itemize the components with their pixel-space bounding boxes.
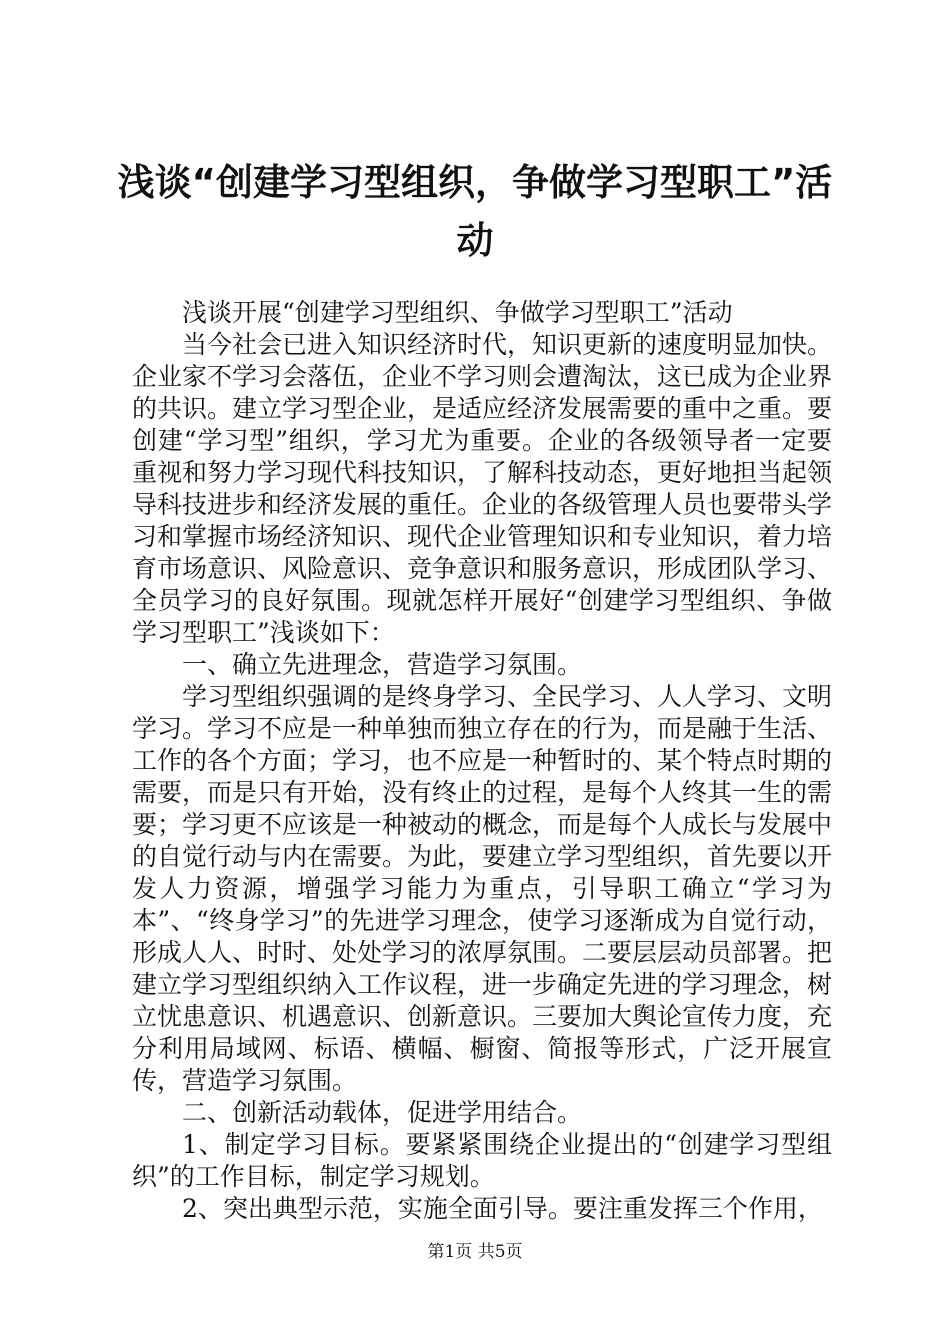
paragraph-intro: 当今社会已进入知识经济时代，知识更新的速度明显加快。企业家不学习会落伍，企业不学习则会遭淘汰，这已成为企业界的共识。建立学习型企业，是适应经济发展需要的重中之重。要创建“学习型”组织，学习尤为重要。企业的各级领导者一定要重视和努力学习现代科技知识，了解科技动态，更好地担当起领导科技进步和经济发展的重任。企业的各级管理人员也要带头学习和掌握市场经济知识、现代企业管理知识和专业知识，着力培育市场意识、风险意识、竞争意识和服务意识，形成团队学习、全员学习的良好氛围。现就怎样开展好“创建学习型组织、争做学习型职工”浅谈如下：	[132, 330, 833, 647]
page-footer: 第1页 共5页	[427, 1242, 523, 1262]
paragraph-item-1: 1、制定学习目标。要紧紧围绕企业提出的“创建学习型组织”的工作目标，制定学习规划。	[132, 1130, 832, 1191]
section-heading-1: 一、确立先进理念，营造学习氛围。	[182, 650, 583, 679]
paragraph-section-1: 学习型组织强调的是终身学习、全民学习、人人学习、文明学习。学习不应是一种单独而独立存在的行为，而是融于生活、工作的各个方面；学习，也不应是一种暂时的、某个特点时期的需要，而是只有开始，没有终止的过程，是每个人终其一生的需要；学习更不应该是一种被动的概念，而是每个人成长与发展中的自觉行动与内在需要。为此，要建立学习型组织，首先要以开发人力资源，增强学习能力为重点，引导职工确立“学习为本”、“终身学习”的先进学习理念，使学习逐渐成为自觉行动，形成人人、时时、处处学习的浓厚氛围。二要层层动员部署。把建立学习型组织纳入工作议程，进一步确定先进的学习理念，树立忧患意识、机遇意识、创新意识。三要加大舆论宣传力度，充分利用局域网、标语、横幅、橱窗、简报等形式，广泛开展宣传，营造学习氛围。	[132, 682, 833, 1095]
section-heading-2: 二、创新活动载体，促进学用结合。	[182, 1098, 583, 1127]
document-title: 浅谈“创建学习型组织，争做学习型职工”活动	[117, 161, 833, 262]
paragraph-item-2: 2、突出典型示范，实施全面引导。要注重发挥三个作用，	[182, 1194, 823, 1223]
document-body	[132, 297, 832, 1225]
paragraph-subtitle: 浅谈开展“创建学习型组织、争做学习型职工”活动	[182, 298, 733, 327]
